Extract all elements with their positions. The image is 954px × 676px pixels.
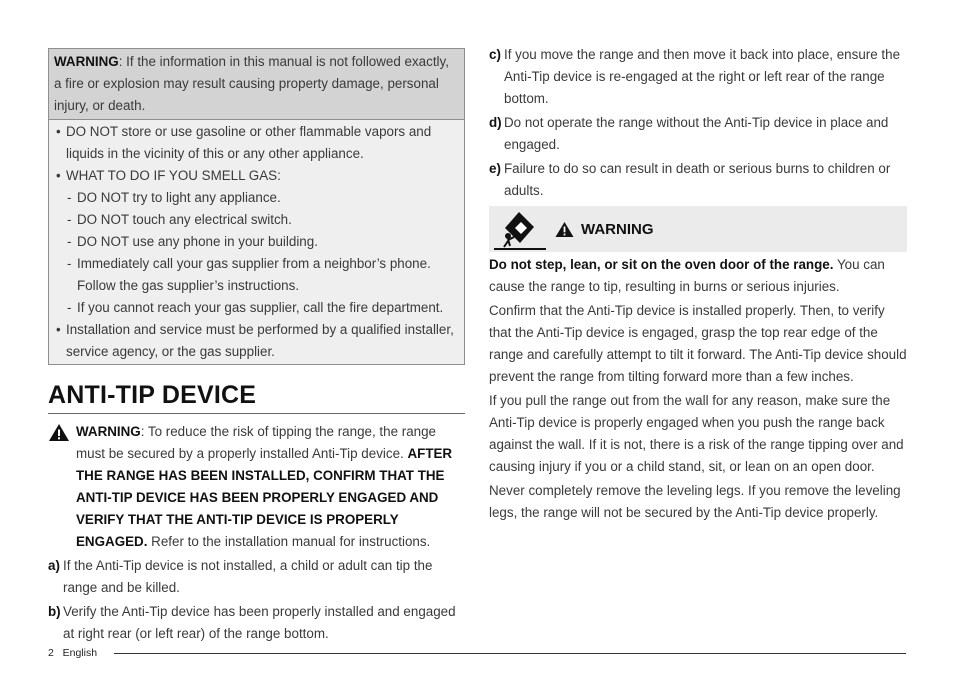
banner-warning-label: WARNING — [581, 221, 654, 238]
warning-emphasis: AFTER THE RANGE HAS BEEN INSTALLED, CONFIRM THAT THE ANTI-TIP DEVICE HAS BEEN PROPERLY ENGAGED AND VERIFY THAT THE ANTI-TIP DEVICE IS PROPERLY ENGAGED. — [76, 446, 453, 549]
sub-list-item-text: DO NOT use any phone in your building. — [77, 234, 318, 249]
list-item-text: WHAT TO DO IF YOU SMELL GAS: — [66, 168, 281, 183]
warning-triangle-icon — [48, 423, 70, 442]
warning-label: WARNING — [54, 54, 119, 69]
sub-list-item-text: Immediately call your gas supplier from a neighbor’s phone. Follow the gas supplier’s instructions. — [77, 256, 431, 293]
item-label: b) — [48, 604, 61, 619]
warning-banner — [489, 206, 907, 252]
list-item — [489, 44, 907, 110]
sub-list-item-text: DO NOT touch any electrical switch. — [77, 212, 292, 227]
list-item-text: Installation and service must be performed by a qualified installer, service agency, or the gas supplier. — [66, 322, 454, 359]
warning-tail: Refer to the installation manual for instructions. — [147, 534, 431, 549]
item-text: Verify the Anti-Tip device has been properly installed and engaged at right rear (or left rear) of the range bottom. — [63, 604, 456, 641]
sub-list-item — [54, 297, 460, 319]
item-text: Do not operate the range without the Anti-Tip device in place and engaged. — [504, 115, 889, 152]
paragraph-text: You can cause the range to tip, resulting in burns or serious injuries. — [489, 257, 885, 294]
footer-language: English — [62, 647, 98, 659]
sub-list-item-text: If you cannot reach your gas supplier, call the fire department. — [77, 300, 444, 315]
warning-header-text: : If the information in this manual is not followed exactly, a fire or explosion may result causing property damage, personal injury, or death. — [54, 54, 449, 113]
list-item — [489, 158, 907, 202]
dash-mark: - — [67, 212, 72, 227]
paragraph — [489, 254, 907, 298]
right-column — [489, 44, 907, 524]
list-item — [54, 121, 460, 165]
page-number-label — [48, 646, 97, 660]
item-label: d) — [489, 115, 502, 130]
bullet-mark: • — [56, 124, 61, 139]
list-item — [54, 165, 460, 187]
item-text: If you move the range and then move it back into place, ensure the Anti-Tip device is re-engaged at the right or left rear of the range bottom. — [504, 47, 901, 106]
list-item — [48, 555, 465, 599]
section-title: ANTI-TIP DEVICE — [48, 379, 465, 414]
paragraph: Confirm that the Anti-Tip device is installed properly. Then, to verify that the Anti-Tip device is engaged, grasp the top rear edge of the range and carefully attempt to tilt it forward. The Anti-Tip device should prevent the range from tilting forward more than a few inches. — [489, 303, 907, 384]
left-column — [48, 48, 465, 645]
gas-warning-header — [49, 49, 464, 120]
warning-label: WARNING — [76, 424, 141, 439]
dash-mark: - — [67, 256, 72, 271]
warning-text: : To reduce the risk of tipping the range, the range must be secured by a properly installed Anti-Tip device. — [76, 424, 436, 461]
list-item — [54, 319, 460, 363]
dash-mark: - — [67, 234, 72, 249]
item-text: Failure to do so can result in death or serious burns to children or adults. — [504, 161, 891, 198]
range-tipping-icon — [494, 210, 546, 250]
sub-list-item — [54, 209, 460, 231]
footer-divider — [114, 653, 906, 654]
sub-list-item-text: DO NOT try to light any appliance. — [77, 190, 281, 205]
sub-list-item — [54, 253, 460, 297]
page-number: 2 — [48, 647, 54, 659]
dash-mark: - — [67, 190, 72, 205]
sub-list-item — [54, 187, 460, 209]
gas-warning-box — [48, 48, 465, 365]
item-label: e) — [489, 161, 501, 176]
dash-mark: - — [67, 300, 72, 315]
item-label: c) — [489, 47, 501, 62]
item-label: a) — [48, 558, 60, 573]
warning-triangle-icon — [555, 221, 574, 238]
sub-list-item — [54, 231, 460, 253]
list-item — [48, 601, 465, 645]
page-footer — [48, 646, 906, 660]
list-item-text: DO NOT store or use gasoline or other flammable vapors and liquids in the vicinity of this or any other appliance. — [66, 124, 432, 161]
bullet-mark: • — [56, 322, 61, 337]
gas-warning-body — [49, 120, 464, 364]
paragraph: If you pull the range out from the wall for any reason, make sure the Anti-Tip device is properly engaged when you push the range back against the wall. If it is not, there is a risk of the range tipping over and causing injury if you or a child stand, sit, or lean on an open door. — [489, 393, 904, 474]
bullet-mark: • — [56, 168, 61, 183]
list-item — [489, 112, 907, 156]
paragraph-emphasis: Do not step, lean, or sit on the oven door of the range. — [489, 257, 834, 272]
item-text: If the Anti-Tip device is not installed, a child or adult can tip the range and be killed. — [63, 558, 433, 595]
anti-tip-warning — [48, 421, 465, 553]
paragraph: Never completely remove the leveling legs. If you remove the leveling legs, the range will not be secured by the Anti-Tip device properly. — [489, 483, 901, 520]
